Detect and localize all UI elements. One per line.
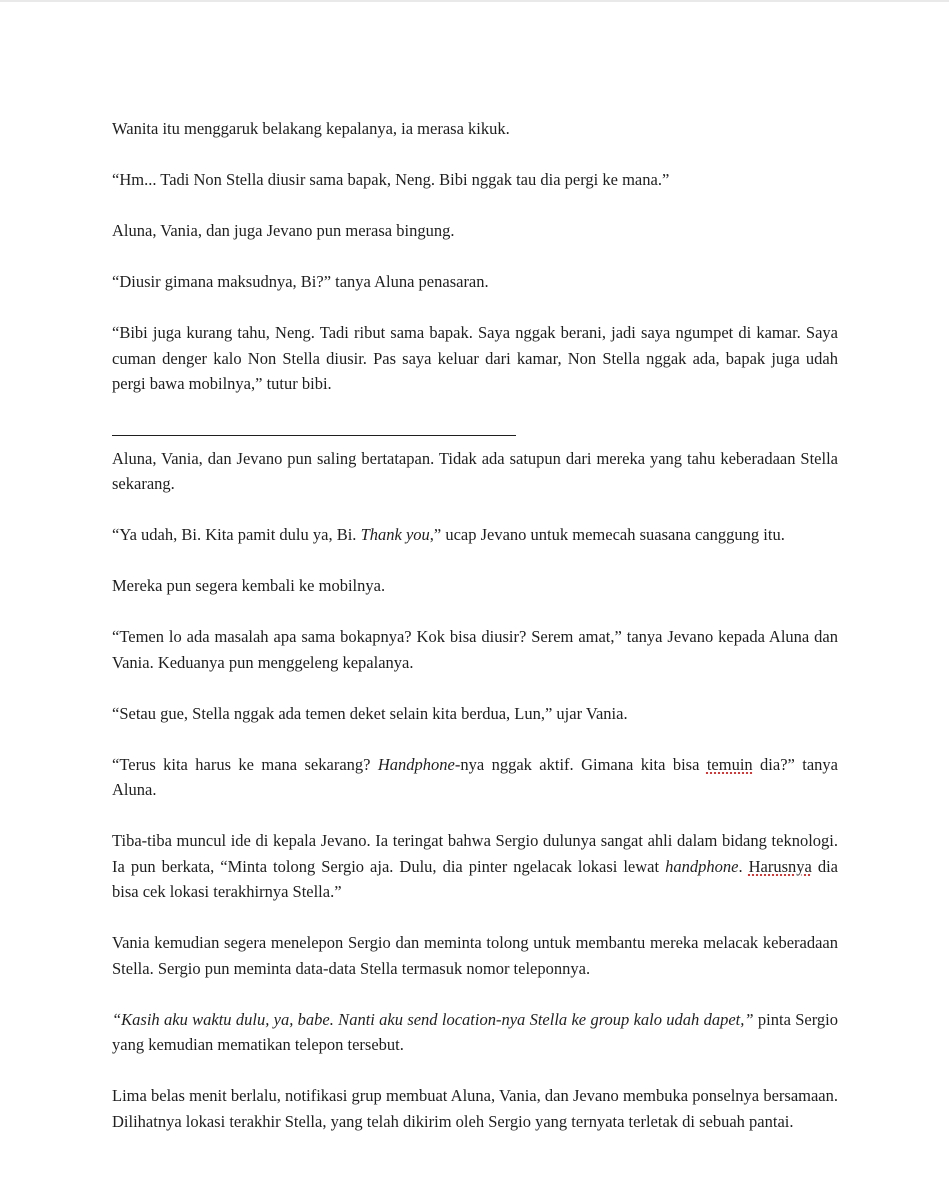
paragraph-7-italic: Thank you	[360, 525, 430, 544]
paragraph-4: “Diusir gimana maksudnya, Bi?” tanya Aluna penasaran.	[112, 272, 489, 291]
paragraph-12-text-b: .	[738, 856, 749, 876]
paragraph-13: Vania kemudian segera menelepon Sergio dan meminta tolong untuk membantu mereka melacak keberadaan Stella. Sergio pun meminta data-data Stella termasuk nomor teleponnya.	[112, 933, 838, 978]
document-body	[112, 116, 838, 1160]
paragraph-11-italic: Handphone	[377, 754, 455, 774]
paragraph-14-italic: “Kasih aku waktu dulu, ya, babe. Nanti aku send location-nya Stella ke group kalo udah dapet,”	[112, 1009, 754, 1029]
paragraph-5: “Bibi juga kurang tahu, Neng. Tadi ribut sama bapak. Saya nggak berani, jadi saya ngumpet di kamar. Saya cuman denger kalo Non Stella diusir. Pas saya keluar dari kamar, Non Stella nggak ada, bapak juga udah pergi bawa mobilnya,” tutur bibi.	[112, 323, 838, 393]
paragraph-15: Lima belas menit berlalu, notifikasi grup membuat Aluna, Vania, dan Jevano membuka ponselnya bersamaan. Dilihatnya lokasi terakhir Stella, yang telah dikirim oleh Sergio yang ternyata terletak di sebuah pantai.	[112, 1086, 838, 1131]
paragraph-6: Aluna, Vania, dan Jevano pun saling bertatapan. Tidak ada satupun dari mereka yang tahu keberadaan Stella sekarang.	[112, 448, 838, 493]
paragraph-14	[112, 1007, 838, 1058]
paragraph-1: Wanita itu menggaruk belakang kepalanya, ia merasa kikuk.	[112, 119, 510, 138]
paragraph-11-text-c: dia?” tanya Aluna.	[112, 754, 838, 799]
paragraph-7-text-b: ,” ucap Jevano untuk memecah suasana canggung itu.	[429, 525, 785, 544]
divider-bar	[112, 435, 516, 436]
paragraph-11	[112, 752, 838, 803]
paragraph-12-italic: handphone	[665, 856, 739, 876]
paragraph-11-text-b: -nya nggak aktif. Gimana kita bisa	[454, 754, 707, 774]
section-divider	[112, 422, 838, 448]
paragraph-7	[112, 522, 838, 548]
paragraph-8: Mereka pun segera kembali ke mobilnya.	[112, 576, 386, 595]
spellcheck-word-temuin[interactable]: temuin	[706, 754, 753, 774]
paragraph-7-text-a: “Ya udah, Bi. Kita pamit dulu ya, Bi.	[112, 525, 361, 544]
paragraph-9: “Temen lo ada masalah apa sama bokapnya? Kok bisa diusir? Serem amat,” tanya Jevano kepada Aluna dan Vania. Keduanya pun menggeleng kepalanya.	[112, 627, 838, 672]
paragraph-12	[112, 828, 838, 905]
paragraph-11-text-a: “Terus kita harus ke mana sekarang?	[112, 754, 378, 774]
paragraph-12-text-c: dia bisa cek lokasi terakhirnya Stella.”	[112, 856, 839, 901]
paragraph-2: “Hm... Tadi Non Stella diusir sama bapak, Neng. Bibi nggak tau dia pergi ke mana.”	[112, 170, 670, 189]
paragraph-10: “Setau gue, Stella nggak ada temen deket selain kita berdua, Lun,” ujar Vania.	[112, 703, 628, 723]
paragraph-12-text-a: Tiba-tiba muncul ide di kepala Jevano. Ia teringat bahwa Sergio dulunya sangat ahli dalam bidang teknologi. Ia pun berkata, “Minta tolong Sergio aja. Dulu, dia pinter ngelacak lokasi lewat	[112, 831, 838, 876]
paragraph-14-text: pinta Sergio yang kemudian mematikan telepon tersebut.	[112, 1009, 838, 1054]
spellcheck-word-harusnya[interactable]: Harusnya	[748, 856, 812, 876]
paragraph-3: Aluna, Vania, dan juga Jevano pun merasa bingung.	[112, 221, 455, 240]
